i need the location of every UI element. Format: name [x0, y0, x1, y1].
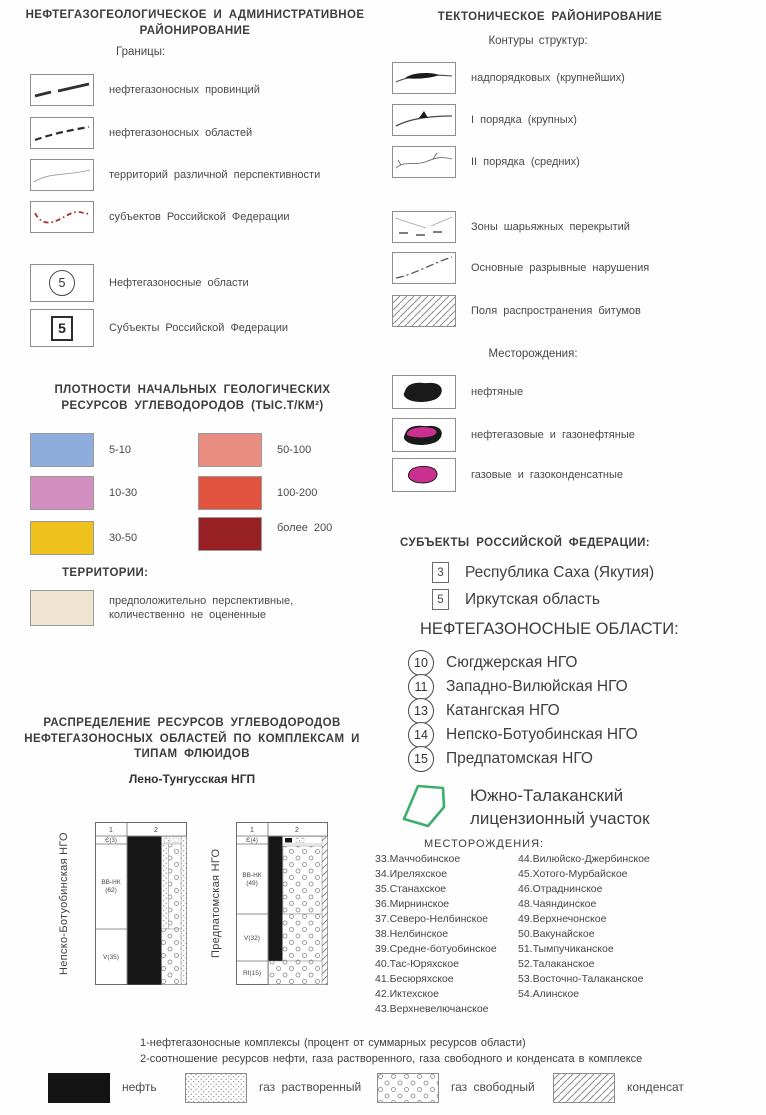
density-label: 50-100 — [277, 443, 312, 456]
legend-item-label: нефтегазоносных областей — [109, 126, 253, 139]
legend-item-overthrust-zones — [392, 211, 752, 243]
legend-item-gas-field — [392, 458, 752, 492]
squared-number: 3 — [432, 562, 449, 583]
density-label: 5-10 — [109, 443, 132, 456]
chart1-col1-header: 1 — [109, 827, 113, 834]
bitumen-hatch-icon — [392, 295, 456, 327]
ngo-label: Предпатомская НГО — [446, 750, 593, 767]
fields-heading: Месторождения: — [488, 348, 578, 360]
ngo-label: Сюгджерская НГО — [446, 654, 578, 671]
deposit-item: 36.Мирнинское — [375, 898, 450, 910]
legend-item-bitumen-fields — [392, 295, 752, 327]
legend-item-oblast-border — [30, 117, 375, 149]
ngo-item-13 — [408, 698, 560, 724]
faults-line-icon — [392, 252, 456, 284]
fluid-legend-dissolved-gas — [185, 1073, 361, 1103]
legend-item-label: территорий различной перспективности — [109, 168, 321, 181]
density-item-5-10 — [30, 433, 190, 467]
deposit-item: 45.Хотого-Мурбайское — [518, 868, 628, 880]
legend-item-label: надпорядковых (крупнейших) — [471, 71, 625, 84]
color-swatch — [30, 476, 94, 510]
color-swatch — [30, 433, 94, 467]
chart2-y-label: Предпатомская НГО — [210, 848, 222, 959]
oil-gas-field-blob-icon — [392, 418, 456, 452]
legend-item-label: субъектов Российской Федерации — [109, 210, 290, 223]
chart1-row2-value: (62) — [105, 887, 117, 894]
circled-number: 13 — [408, 698, 434, 724]
density-item-200plus — [198, 517, 368, 551]
density-label: 100-200 — [277, 486, 318, 499]
legend-item-province-border — [30, 74, 375, 106]
first-order-contour-icon — [392, 104, 456, 136]
chart2-row2-label: ВВ-НК — [242, 872, 262, 879]
legend-item-label: Субъекты Российской Федерации — [109, 321, 289, 334]
oil-fill-swatch — [48, 1073, 110, 1103]
legend-item-oil-gas-field — [392, 418, 752, 452]
legend-item-label: нефтяные — [471, 385, 524, 398]
perspective-border-line-icon — [30, 159, 94, 191]
ngo-label: Катангская НГО — [446, 702, 560, 719]
ngo-label: Непско-Ботуобинская НГО — [446, 726, 638, 743]
fluid-legend-oil — [48, 1073, 157, 1103]
distribution-title: РАСПРЕДЕЛЕНИЕ РЕСУРСОВ УГЛЕВОДОРОДОВ НЕФТЕГАЗОНОСНЫХ ОБЛАСТЕЙ ПО КОМПЛЕКСАМ И ТИПАМ ФЛЮИДОВ — [24, 717, 360, 761]
legend-item-subject-border — [30, 201, 375, 233]
subject-label: Республика Саха (Якутия) — [465, 563, 655, 581]
fluid-legend-condensate — [553, 1073, 684, 1103]
overthrust-zones-icon — [392, 211, 456, 243]
deposit-item: 39.Средне-ботуобинское — [375, 943, 497, 955]
chart2-row4-label: Rf(15) — [242, 970, 262, 977]
oil-field-blob-icon — [392, 375, 456, 409]
footnote-2: 2-соотношение ресурсов нефти, газа растворенного, газа свободного и конденсата в комплексе — [140, 1053, 643, 1065]
legend-item-label: нефтегазоносных провинций — [109, 83, 260, 96]
footnote-1: 1-нефтегазоносные комплексы (процент от суммарных ресурсов области) — [140, 1037, 526, 1049]
chart2-predpatomskaya — [236, 822, 328, 985]
territories-heading: ТЕРРИТОРИИ: — [62, 567, 149, 579]
chart2-row2-value: (49) — [246, 880, 258, 887]
deposits-column-1 — [375, 852, 520, 1017]
legend-item-label: II порядка (средних) — [471, 155, 580, 168]
chart1-row1-label: Є(3) — [105, 838, 117, 844]
chart1-y-label: Непско-Ботуобинская НГО — [58, 832, 70, 975]
chart1-row2-label: ВВ-НК — [101, 879, 121, 886]
suprorder-contour-icon — [392, 62, 456, 94]
license-label-line2: лицензионный участок — [470, 809, 650, 828]
ngo-number-icon — [30, 264, 94, 302]
color-swatch — [198, 433, 262, 467]
license-label-line1: Южно-Талаканский — [470, 786, 624, 805]
ngo-item-11 — [408, 674, 628, 700]
color-swatch — [30, 521, 94, 555]
subjects-heading: СУБЪЕКТЫ РОССИЙСКОЙ ФЕДЕРАЦИИ: — [400, 537, 650, 549]
density-item-50-100 — [198, 433, 368, 467]
deposit-item: 46.Отраднинское — [518, 883, 603, 895]
deposit-item: 34.Иреляхское — [375, 868, 448, 880]
deposit-item: 50.Вакунайское — [518, 928, 595, 940]
chart2-row1-label: Є(4) — [246, 838, 258, 844]
deposit-item: 51.Тымпучиканское — [518, 943, 614, 955]
legend-item-faults — [392, 252, 752, 284]
squared-number: 5 — [51, 316, 73, 341]
deposit-item: 40.Тас-Юряхское — [375, 958, 459, 970]
condensate-swatch — [553, 1073, 615, 1103]
province-border-line-icon — [30, 74, 94, 106]
deposit-item: 41.Бесюряхское — [375, 973, 454, 985]
ngo-heading: НЕФТЕГАЗОНОСНЫЕ ОБЛАСТИ: — [420, 620, 679, 638]
deposit-item: 38.Нелбинское — [375, 928, 449, 940]
deposit-item: 33.Маччобинское — [375, 853, 461, 865]
chart2-col1-header: 1 — [250, 827, 254, 834]
circled-number: 5 — [49, 270, 75, 296]
ngo-item-15 — [408, 746, 593, 772]
fluid-label: нефть — [122, 1080, 157, 1095]
fluid-legend-free-gas — [377, 1073, 535, 1103]
density-label: 30-50 — [109, 531, 138, 544]
density-item-100-200 — [198, 476, 368, 510]
chart1-col2-header: 2 — [154, 827, 158, 834]
legend-item-ngo-number — [30, 264, 375, 302]
second-order-contour-icon — [392, 146, 456, 178]
density-label: более 200 — [277, 522, 333, 534]
density-item-30-50 — [30, 521, 190, 555]
free-gas-swatch — [377, 1073, 439, 1103]
legend-item-label: газовые и газоконденсатные — [471, 468, 623, 481]
circled-number: 10 — [408, 650, 434, 676]
deposit-item: 42.Иктехское — [375, 988, 439, 1000]
chart2-col2-header: 2 — [295, 827, 299, 834]
color-swatch — [198, 517, 262, 551]
legend-item-label: Основные разрывные нарушения — [471, 261, 650, 274]
ngo-label: Западно-Вилюйская НГО — [446, 678, 628, 695]
chart1-row3-label: V(35) — [103, 954, 119, 961]
license-area-polygon-icon — [398, 782, 456, 836]
density-title: ПЛОТНОСТИ НАЧАЛЬНЫХ ГЕОЛОГИЧЕСКИХ РЕСУРСОВ УГЛЕВОДОРОДОВ (ТЫС.Т/КМ²) — [54, 384, 331, 412]
legend-item-first-order-contour — [392, 104, 752, 136]
ngo-item-10 — [408, 650, 577, 676]
circled-number: 15 — [408, 746, 434, 772]
deposit-item: 37.Северо-Нелбинское — [375, 913, 489, 925]
deposit-item: 43.Верхневелючанское — [375, 1003, 489, 1015]
territory-swatch — [30, 590, 94, 626]
fluid-label: газ растворенный — [259, 1080, 362, 1095]
circled-number: 11 — [408, 674, 434, 700]
gas-field-blob-icon — [392, 458, 456, 492]
subject-border-line-icon — [30, 201, 94, 233]
legend-item-label: Нефтегазоносные области — [109, 276, 249, 289]
right-section-title: ТЕКТОНИЧЕСКОЕ РАЙОНИРОВАНИЕ — [437, 11, 663, 23]
legend-item-label: Поля распространения битумов — [471, 304, 641, 317]
contours-heading: Контуры структур: — [488, 35, 588, 47]
chart2-row3-label: V(32) — [244, 935, 260, 942]
deposit-item: 35.Станахское — [375, 883, 447, 895]
deposits-heading: МЕСТОРОЖДЕНИЯ: — [424, 838, 545, 850]
territory-label: предположительно перспективные, количественно не оцененные — [109, 594, 294, 621]
legend-item-label: I порядка (крупных) — [471, 113, 577, 126]
squared-number: 5 — [432, 589, 449, 610]
oblast-border-line-icon — [30, 117, 94, 149]
subject-label: Иркутская область — [465, 590, 600, 608]
dissolved-gas-swatch — [185, 1073, 247, 1103]
deposit-item: 52.Талаканское — [518, 958, 595, 970]
legend-item-oil-field — [392, 375, 752, 409]
density-label: 10-30 — [109, 486, 138, 499]
legend-item-subject-number — [30, 309, 375, 347]
borders-heading: Границы: — [116, 46, 166, 58]
color-swatch — [198, 476, 262, 510]
legend-item-second-order-contour — [392, 146, 752, 178]
left-section-title: НЕФТЕГАЗОГЕОЛОГИЧЕСКОЕ И АДМИНИСТРАТИВНОЕ РАЙОНИРОВАНИЕ — [25, 9, 365, 37]
deposit-item: 44.Вилюйско-Джербинское — [518, 853, 650, 865]
subject-item-5 — [432, 589, 600, 610]
deposit-item: 54.Алинское — [518, 988, 580, 1000]
fluid-label: конденсат — [627, 1080, 684, 1095]
legend-item-label: Зоны шарьяжных перекрытий — [471, 220, 630, 233]
deposit-item: 48.Чаяндинское — [518, 898, 597, 910]
deposit-item: 53.Восточно-Талаканское — [518, 973, 644, 985]
fluid-label: газ свободный — [451, 1080, 535, 1095]
chart1-nepsko-botuobinskaya — [95, 822, 187, 985]
subject-item-3 — [432, 562, 654, 583]
legend-item-perspective-border — [30, 159, 375, 191]
circled-number: 14 — [408, 722, 434, 748]
deposits-column-2 — [518, 852, 683, 1002]
distribution-subtitle: Лено-Тунгусская НГП — [128, 772, 256, 786]
deposit-item: 49.Верхнечонское — [518, 913, 607, 925]
legend-item-suprorder-contour — [392, 62, 752, 94]
territories-item — [30, 590, 375, 626]
ngo-item-14 — [408, 722, 638, 748]
subject-number-icon — [30, 309, 94, 347]
density-item-10-30 — [30, 476, 190, 510]
legend-item-label: нефтегазовые и газонефтяные — [471, 428, 635, 441]
